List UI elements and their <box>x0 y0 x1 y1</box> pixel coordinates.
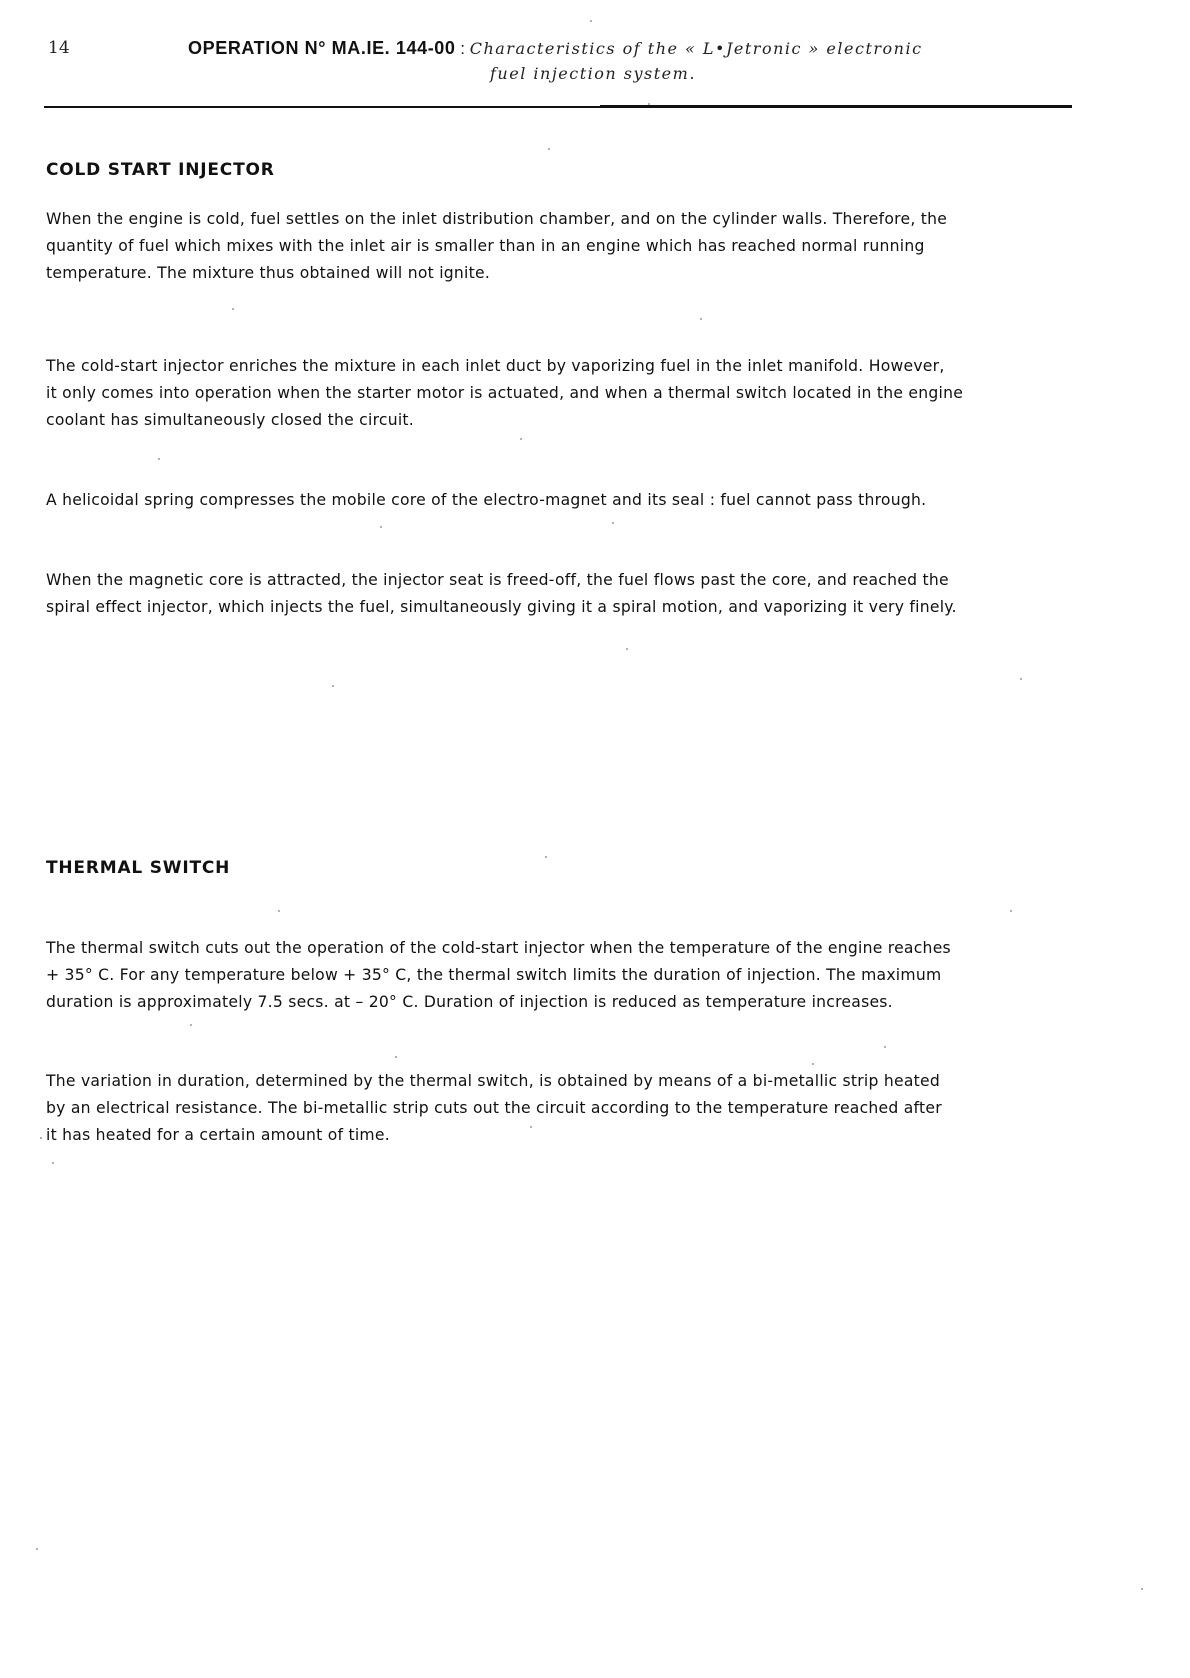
section-heading-thermal-switch: THERMAL SWITCH <box>46 858 231 878</box>
scan-speck <box>395 1056 397 1058</box>
text-line: coolant has simultaneously closed the circuit. <box>46 411 414 429</box>
scan-speck <box>380 526 382 528</box>
header-separator: : <box>455 39 470 58</box>
text-line: The variation in duration, determined by the thermal switch, is obtained by means of a bi-metallic strip heated <box>46 1072 940 1090</box>
paragraph-magnetic-core <box>46 567 957 621</box>
document-title-continued: fuel injection system. <box>490 64 696 83</box>
scan-speck <box>612 522 614 524</box>
scan-speck <box>530 1126 532 1128</box>
header-title-line-1 <box>188 38 1088 59</box>
scan-speck <box>278 910 280 912</box>
header-divider-bold <box>600 105 1072 108</box>
text-line: A helicoidal spring compresses the mobile core of the electro-magnet and its seal : fuel cannot pass through. <box>46 491 927 509</box>
scan-speck <box>1020 678 1022 680</box>
text-line: The thermal switch cuts out the operation of the cold-start injector when the temperature of the engine reaches <box>46 939 951 957</box>
scan-speck <box>520 438 522 440</box>
scan-speck <box>40 1137 42 1139</box>
scan-speck <box>190 1024 192 1026</box>
text-line: When the magnetic core is attracted, the injector seat is freed-off, the fuel flows past the core, and reached the <box>46 571 949 589</box>
text-line: temperature. The mixture thus obtained will not ignite. <box>46 264 491 282</box>
scan-speck <box>332 685 334 687</box>
text-line: by an electrical resistance. The bi-metallic strip cuts out the circuit according to the temperature reached after <box>46 1099 942 1117</box>
text-line: it has heated for a certain amount of time. <box>46 1126 390 1144</box>
scan-speck <box>1010 910 1012 912</box>
paragraph-thermal-switch-cutout <box>46 935 951 1016</box>
section-heading-cold-start-injector: COLD START INJECTOR <box>46 160 275 180</box>
paragraph-cold-start-function <box>46 353 963 434</box>
text-line: spiral effect injector, which injects the fuel, simultaneously giving it a spiral motion, and vaporizing it very finely. <box>46 598 957 616</box>
operation-number: OPERATION N° MA.IE. 144-00 <box>188 38 456 58</box>
scan-speck <box>884 1046 886 1048</box>
scan-speck <box>548 148 550 150</box>
paragraph-helicoidal-spring <box>46 487 926 514</box>
scan-speck <box>36 1548 38 1550</box>
scan-speck <box>1141 1588 1143 1590</box>
document-title: Characteristics of the « L•Jetronic » electronic <box>469 39 923 58</box>
text-line: The cold-start injector enriches the mixture in each inlet duct by vaporizing fuel in the inlet manifold. However, <box>46 357 945 375</box>
scan-speck <box>545 856 547 858</box>
text-line: quantity of fuel which mixes with the inlet air is smaller than in an engine which has reached normal running <box>46 237 925 255</box>
scan-speck <box>700 318 702 320</box>
text-line: it only comes into operation when the starter motor is actuated, and when a thermal switch located in the engine <box>46 384 964 402</box>
paragraph-bimetallic-strip <box>46 1068 942 1149</box>
paragraph-cold-engine <box>46 206 947 287</box>
text-line: duration is approximately 7.5 secs. at – 20° C. Duration of injection is reduced as temperature increases. <box>46 993 893 1011</box>
scan-speck <box>52 1162 54 1164</box>
scan-speck <box>812 1063 814 1065</box>
scan-speck <box>626 648 628 650</box>
text-line: + 35° C. For any temperature below + 35° C, the thermal switch limits the duration of injection. The maximum <box>46 966 942 984</box>
scan-speck <box>590 20 592 22</box>
scan-speck <box>232 308 234 310</box>
page-number: 14 <box>48 38 70 58</box>
scan-speck <box>158 458 160 460</box>
scan-speck <box>648 103 650 105</box>
text-line: When the engine is cold, fuel settles on the inlet distribution chamber, and on the cylinder walls. Therefore, the <box>46 210 948 228</box>
